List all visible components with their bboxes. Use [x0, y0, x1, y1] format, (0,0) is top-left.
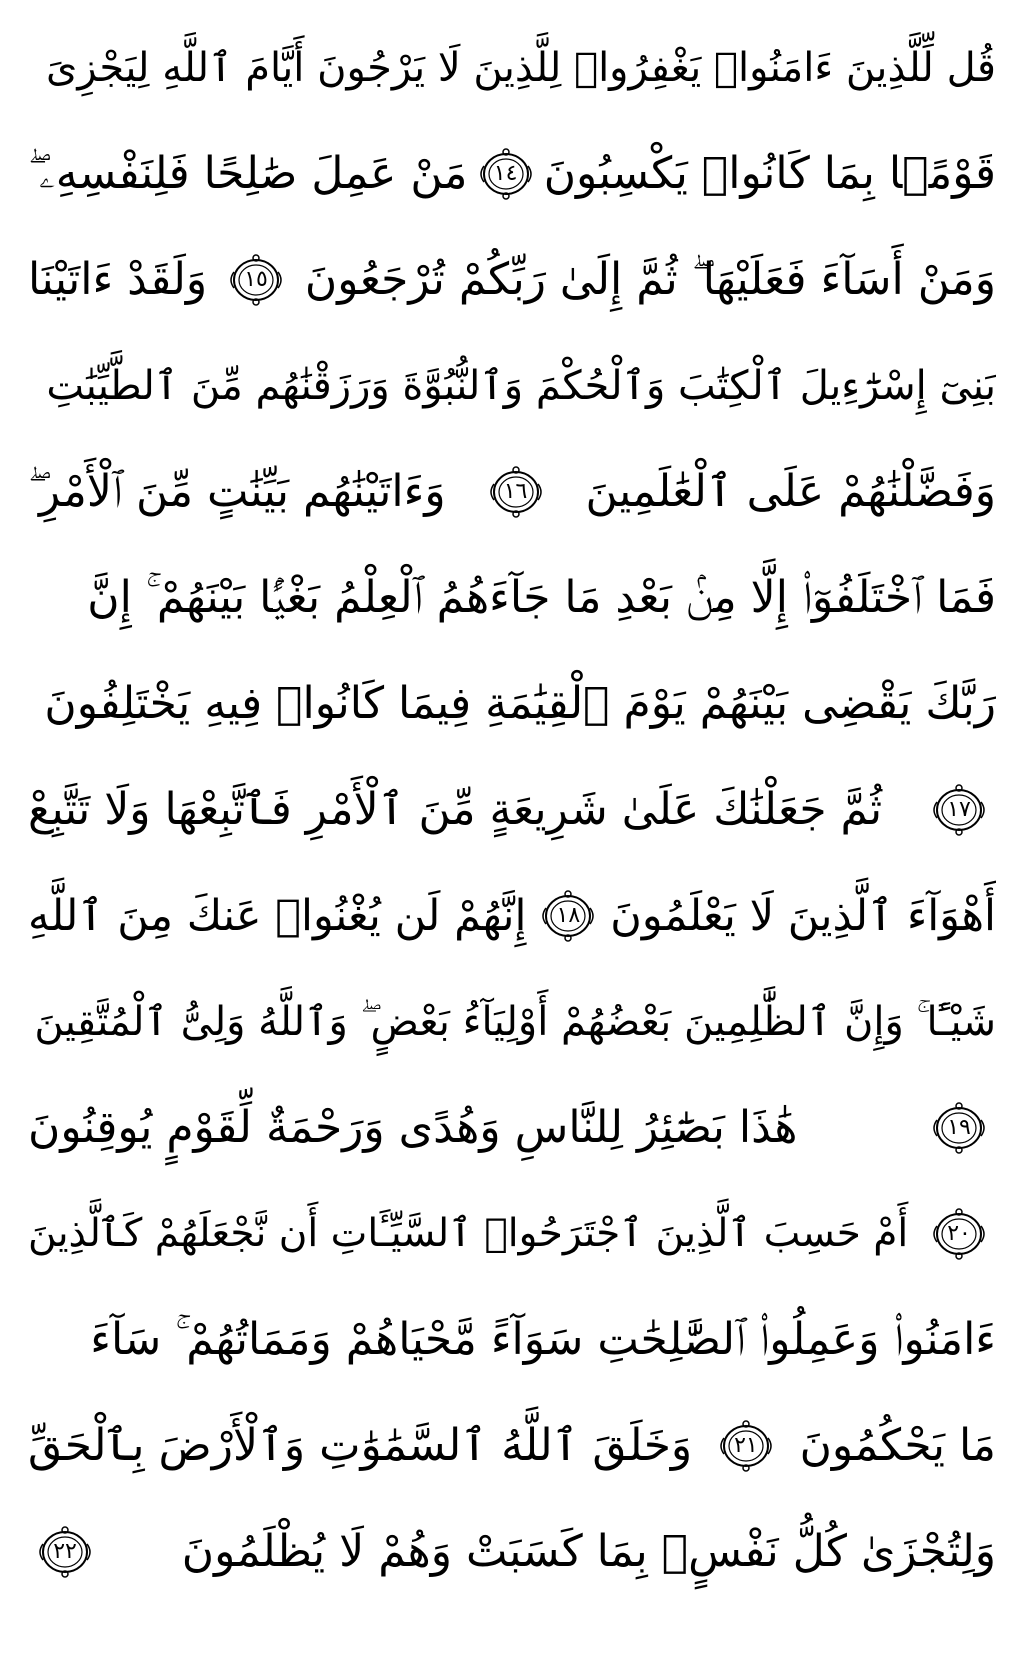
verse-line [28, 1186, 996, 1282]
verse-line [28, 550, 996, 646]
verse-text: مَنْ عَمِلَ صَٰلِحًا فَلِنَفْسِهِۦ ۖ [28, 148, 468, 199]
verse-line [28, 1080, 996, 1176]
ayah-number-marker [928, 1206, 990, 1262]
verse-line [28, 338, 996, 434]
verse-text: رَبَّكَ يَقْضِى بَيْنَهُمْ يَوْمَ ٱلْقِيَٰمَةِ فِيمَا كَانُوا۟ فِيهِ يَخْتَلِفُونَ [44, 678, 996, 729]
verse-text: شَيْـًٔا ۚ وَإِنَّ ٱلظَّٰلِمِينَ بَعْضُهُمْ أَوْلِيَآءُ بَعْضٍ ۖ وَٱللَّهُ وَلِىُّ ٱلْمُتَّقِينَ [34, 999, 996, 1045]
verse-text: ثُمَّ جَعَلْنَٰكَ عَلَىٰ شَرِيعَةٍ مِّنَ ٱلْأَمْرِ فَٱتَّبِعْهَا وَلَا تَتَّبِعْ [28, 784, 883, 835]
verse-line [28, 974, 996, 1070]
ayah-number-marker [475, 146, 537, 202]
ayah-number: ١٨ [556, 903, 581, 928]
verse-text: وَءَاتَيْنَٰهُم بَيِّنَٰتٍ مِّنَ ٱلْأَمْرِ ۖ [28, 466, 446, 517]
verse-text: قُل لِّلَّذِينَ ءَامَنُوا۟ يَغْفِرُوا۟ لِلَّذِينَ لَا يَرْجُونَ أَيَّامَ ٱللَّهِ لِيَجْزِىَ [46, 45, 996, 91]
ayah-number: ١٦ [503, 479, 528, 504]
ayah-number: ١٩ [947, 1115, 971, 1140]
verse-text: وَلَقَدْ ءَاتَيْنَا [28, 254, 208, 305]
verse-line [28, 1292, 996, 1388]
verse-line [28, 1504, 996, 1600]
verse-text: فَمَا ٱخْتَلَفُوٓا۟ إِلَّا مِنۢ بَعْدِ مَا جَآءَهُمُ ٱلْعِلْمُ بَغْيًۢا بَيْنَهُمْ ۚ إِنَّ [87, 572, 996, 623]
verse-line [28, 656, 996, 752]
ayah-number: ٢١ [734, 1433, 758, 1458]
verse-line [28, 1398, 996, 1494]
ayah-number: ٢٢ [53, 1539, 77, 1564]
ayah-number: ٢٠ [947, 1221, 971, 1246]
ayah-number-marker [715, 1418, 777, 1474]
verse-line [28, 444, 996, 540]
ayah-number: ١٧ [947, 797, 971, 822]
verse-text: قَوْمًۢا بِمَا كَانُوا۟ يَكْسِبُونَ [543, 148, 996, 199]
ayah-number-marker [225, 252, 287, 308]
verse-text: إِنَّهُمْ لَن يُغْنُوا۟ عَنكَ مِنَ ٱللَّهِ [28, 891, 527, 941]
verse-line [28, 126, 996, 222]
ayah-number: ١٥ [244, 267, 268, 292]
verse-line [28, 868, 996, 964]
ayah-number-marker [485, 464, 547, 520]
verse-text: وَفَضَّلْنَٰهُمْ عَلَى ٱلْعَٰلَمِينَ [585, 466, 996, 517]
verse-line [28, 762, 996, 858]
verse-text: ءَامَنُوا۟ وَعَمِلُوا۟ ٱلصَّٰلِحَٰتِ سَوَآءً مَّحْيَاهُمْ وَمَمَاتُهُمْ ۚ سَآءَ [90, 1314, 996, 1365]
verse-text: أَهْوَآءَ ٱلَّذِينَ لَا يَعْلَمُونَ [610, 891, 996, 941]
verse-text: وَلِتُجْزَىٰ كُلُّ نَفْسٍۭ بِمَا كَسَبَتْ وَهُمْ لَا يُظْلَمُونَ [181, 1526, 996, 1577]
verse-line [28, 20, 996, 116]
verse-text: هَٰذَا بَصَٰٓئِرُ لِلنَّاسِ وَهُدًى وَرَحْمَةٌ لِّقَوْمٍ يُوقِنُونَ [28, 1102, 798, 1153]
ayah-number-marker [537, 888, 599, 944]
ayah-number-marker [928, 782, 990, 838]
verse-text: مَا يَحْكُمُونَ [799, 1420, 996, 1471]
verse-text: وَخَلَقَ ٱللَّهُ ٱلسَّمَٰوَٰتِ وَٱلْأَرْضَ بِٱلْحَقِّ [28, 1420, 693, 1471]
ayah-number-marker [928, 1100, 990, 1156]
verse-text: وَمَنْ أَسَآءَ فَعَلَيْهَا ۖ ثُمَّ إِلَىٰ رَبِّكُمْ تُرْجَعُونَ [304, 254, 996, 305]
verse-text: أَمْ حَسِبَ ٱلَّذِينَ ٱجْتَرَحُوا۟ ٱلسَّيِّـَٔاتِ أَن نَّجْعَلَهُمْ كَٱلَّذِينَ [28, 1211, 909, 1256]
verse-line [28, 232, 996, 328]
ayah-number: ١٤ [493, 161, 518, 186]
verse-text: بَنِىٓ إِسْرَٰٓءِيلَ ٱلْكِتَٰبَ وَٱلْحُكْمَ وَٱلنُّبُوَّةَ وَرَزَقْنَٰهُم مِّنَ ٱلطَّيِّبَٰتِ [46, 363, 996, 409]
ayah-number-marker [34, 1524, 96, 1580]
